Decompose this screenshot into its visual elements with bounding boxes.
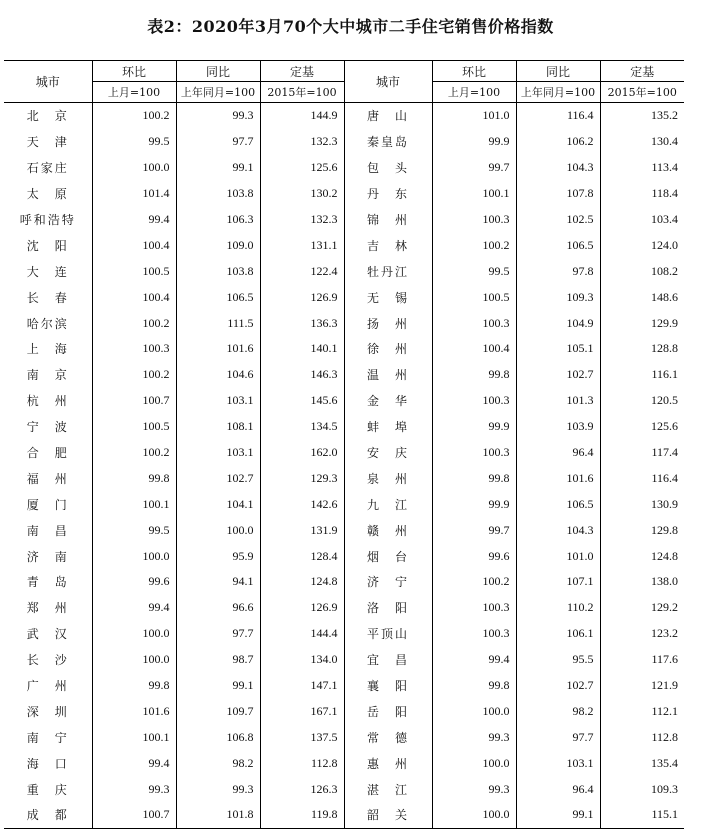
mom-cell-right: 100.3 (432, 207, 516, 233)
city-cell-right: 湛 江 (344, 776, 432, 802)
yoy-cell-right: 106.5 (516, 232, 600, 258)
mom-cell-left: 100.0 (92, 621, 176, 647)
yoy-cell-left: 103.1 (176, 388, 260, 414)
base-cell-left: 131.1 (260, 232, 344, 258)
base-cell-right: 116.4 (600, 465, 684, 491)
table-row (4, 207, 684, 233)
city-cell-right: 韶 关 (344, 802, 432, 828)
base-cell-right: 135.2 (600, 103, 684, 129)
yoy-cell-left: 97.7 (176, 129, 260, 155)
mom-cell-left: 99.5 (92, 129, 176, 155)
base-cell-left: 167.1 (260, 698, 344, 724)
base-cell-right: 129.2 (600, 595, 684, 621)
mom-cell-left: 100.1 (92, 491, 176, 517)
mom-cell-left: 100.0 (92, 543, 176, 569)
yoy-cell-left: 94.1 (176, 569, 260, 595)
table-body (4, 103, 684, 829)
city-cell-right: 赣 州 (344, 517, 432, 543)
base-cell-left: 146.3 (260, 362, 344, 388)
city-cell-left: 大 连 (26, 264, 69, 279)
city-cell-left: 长 春 (26, 290, 69, 305)
table-row (4, 595, 684, 621)
city-cell-right: 九 江 (344, 491, 432, 517)
city-cell-right: 牡丹江 (344, 258, 432, 284)
city-cell-left: 重 庆 (26, 782, 69, 797)
base-cell-left: 162.0 (260, 440, 344, 466)
table-header (4, 61, 684, 103)
yoy-cell-right: 96.4 (516, 776, 600, 802)
mom-cell-right: 100.2 (432, 569, 516, 595)
table-row (4, 465, 684, 491)
base-cell-left: 145.6 (260, 388, 344, 414)
mom-cell-right: 100.0 (432, 802, 516, 828)
base-cell-right: 130.4 (600, 129, 684, 155)
base-cell-right: 135.4 (600, 750, 684, 776)
yoy-cell-right: 103.9 (516, 414, 600, 440)
yoy-cell-right: 95.5 (516, 647, 600, 673)
base-cell-left: 134.5 (260, 414, 344, 440)
base-cell-right: 125.6 (600, 414, 684, 440)
base-cell-right: 112.8 (600, 724, 684, 750)
base-cell-right: 124.0 (600, 232, 684, 258)
yoy-subheader-right: 上年同月=100 (516, 82, 600, 103)
yoy-cell-left: 103.8 (176, 258, 260, 284)
city-cell-left: 厦 门 (26, 497, 69, 512)
mom-cell-right: 99.9 (432, 491, 516, 517)
base-cell-left: 131.9 (260, 517, 344, 543)
yoy-cell-left: 100.0 (176, 517, 260, 543)
base-cell-right: 115.1 (600, 802, 684, 828)
table-row (4, 750, 684, 776)
city-cell-left: 南 宁 (26, 730, 69, 745)
city-cell-right: 无 锡 (344, 284, 432, 310)
mom-cell-right: 100.1 (432, 181, 516, 207)
yoy-cell-right: 101.3 (516, 388, 600, 414)
base-cell-left: 112.8 (260, 750, 344, 776)
table-row (4, 284, 684, 310)
mom-cell-left: 101.6 (92, 698, 176, 724)
mom-cell-left: 100.2 (92, 310, 176, 336)
city-cell-right: 烟 台 (344, 543, 432, 569)
table-row (4, 802, 684, 828)
mom-subheader-right: 上月=100 (432, 82, 516, 103)
table-row (4, 491, 684, 517)
base-cell-right: 109.3 (600, 776, 684, 802)
base-cell-left: 132.3 (260, 207, 344, 233)
table-row (4, 543, 684, 569)
mom-cell-left: 100.5 (92, 414, 176, 440)
table-row (4, 698, 684, 724)
city-cell-left: 武 汉 (26, 627, 69, 642)
base-cell-right: 129.9 (600, 310, 684, 336)
mom-cell-right: 99.7 (432, 517, 516, 543)
city-cell-left: 广 州 (26, 679, 69, 694)
mom-cell-right: 100.3 (432, 310, 516, 336)
city-cell-right: 常 德 (344, 724, 432, 750)
mom-cell-left: 100.7 (92, 388, 176, 414)
mom-cell-right: 100.0 (432, 750, 516, 776)
yoy-cell-left: 106.8 (176, 724, 260, 750)
base-cell-right: 121.9 (600, 673, 684, 699)
yoy-cell-right: 96.4 (516, 440, 600, 466)
mom-cell-left: 100.2 (92, 103, 176, 129)
city-cell-left: 南 京 (26, 368, 69, 383)
city-cell-right: 襄 阳 (344, 673, 432, 699)
mom-cell-left: 100.2 (92, 440, 176, 466)
mom-cell-left: 99.6 (92, 569, 176, 595)
table-row (4, 388, 684, 414)
mom-cell-right: 99.4 (432, 647, 516, 673)
table-row (4, 414, 684, 440)
base-cell-right: 117.6 (600, 647, 684, 673)
yoy-cell-right: 102.5 (516, 207, 600, 233)
mom-column-header-left: 环比 (92, 61, 176, 82)
table-title: 表2：2020年3月70个大中城市二手住宅销售价格指数 (147, 17, 554, 36)
table-row (4, 103, 684, 129)
base-cell-left: 132.3 (260, 129, 344, 155)
city-cell-left: 北 京 (26, 109, 69, 124)
mom-subheader-left: 上月=100 (92, 82, 176, 103)
yoy-cell-right: 106.1 (516, 621, 600, 647)
mom-cell-left: 99.8 (92, 673, 176, 699)
base-cell-left: 124.8 (260, 569, 344, 595)
city-cell-right: 惠 州 (344, 750, 432, 776)
yoy-cell-right: 105.1 (516, 336, 600, 362)
base-cell-left: 144.9 (260, 103, 344, 129)
mom-cell-right: 100.5 (432, 284, 516, 310)
table-row (4, 258, 684, 284)
base-subheader-left: 2015年=100 (260, 82, 344, 103)
city-column-header-left: 城市 (4, 61, 92, 103)
mom-column-header-right: 环比 (432, 61, 516, 82)
base-cell-right: 112.1 (600, 698, 684, 724)
base-cell-right: 120.5 (600, 388, 684, 414)
base-cell-right: 124.8 (600, 543, 684, 569)
base-subheader-right: 2015年=100 (600, 82, 684, 103)
table-row (4, 181, 684, 207)
table-row (4, 647, 684, 673)
mom-cell-right: 100.3 (432, 388, 516, 414)
city-cell-right: 包 头 (344, 155, 432, 181)
base-cell-right: 123.2 (600, 621, 684, 647)
city-cell-right: 吉 林 (344, 232, 432, 258)
mom-cell-right: 99.7 (432, 155, 516, 181)
yoy-cell-right: 98.2 (516, 698, 600, 724)
table-row (4, 336, 684, 362)
city-cell-right: 丹 东 (344, 181, 432, 207)
mom-cell-left: 101.4 (92, 181, 176, 207)
base-cell-left: 126.3 (260, 776, 344, 802)
base-cell-left: 147.1 (260, 673, 344, 699)
base-cell-right: 116.1 (600, 362, 684, 388)
yoy-cell-right: 106.5 (516, 491, 600, 517)
yoy-cell-left: 101.8 (176, 802, 260, 828)
mom-cell-left: 100.4 (92, 232, 176, 258)
mom-cell-left: 99.8 (92, 465, 176, 491)
mom-cell-right: 100.4 (432, 336, 516, 362)
mom-cell-left: 99.4 (92, 595, 176, 621)
city-cell-left: 青 岛 (26, 575, 69, 590)
yoy-cell-right: 109.3 (516, 284, 600, 310)
mom-cell-right: 100.3 (432, 440, 516, 466)
mom-cell-left: 100.4 (92, 284, 176, 310)
yoy-cell-left: 99.3 (176, 776, 260, 802)
yoy-cell-right: 101.0 (516, 543, 600, 569)
mom-cell-right: 99.8 (432, 362, 516, 388)
city-cell-right: 平顶山 (344, 621, 432, 647)
yoy-cell-right: 104.3 (516, 517, 600, 543)
base-cell-left: 128.4 (260, 543, 344, 569)
price-index-table (4, 60, 684, 829)
city-cell-right: 扬 州 (344, 310, 432, 336)
yoy-cell-right: 97.8 (516, 258, 600, 284)
yoy-cell-left: 102.7 (176, 465, 260, 491)
base-cell-left: 142.6 (260, 491, 344, 517)
city-cell-right: 岳 阳 (344, 698, 432, 724)
city-cell-left: 合 肥 (26, 446, 69, 461)
yoy-cell-left: 98.2 (176, 750, 260, 776)
mom-cell-left: 99.3 (92, 776, 176, 802)
city-column-header-right: 城市 (344, 61, 432, 103)
city-cell-right: 温 州 (344, 362, 432, 388)
base-cell-right: 117.4 (600, 440, 684, 466)
yoy-cell-right: 107.1 (516, 569, 600, 595)
city-cell-left: 上 海 (26, 342, 69, 357)
yoy-column-header-left: 同比 (176, 61, 260, 82)
yoy-cell-right: 102.7 (516, 362, 600, 388)
yoy-cell-right: 107.8 (516, 181, 600, 207)
yoy-cell-right: 106.2 (516, 129, 600, 155)
city-cell-right: 锦 州 (344, 207, 432, 233)
table-row (4, 517, 684, 543)
yoy-cell-right: 102.7 (516, 673, 600, 699)
city-cell-right: 唐 山 (344, 103, 432, 129)
city-cell-left: 福 州 (26, 471, 69, 486)
mom-cell-left: 99.5 (92, 517, 176, 543)
yoy-column-header-right: 同比 (516, 61, 600, 82)
yoy-subheader-left: 上年同月=100 (176, 82, 260, 103)
mom-cell-left: 100.3 (92, 336, 176, 362)
base-cell-left: 144.4 (260, 621, 344, 647)
city-cell-right: 秦皇岛 (344, 129, 432, 155)
base-cell-right: 108.2 (600, 258, 684, 284)
yoy-cell-right: 104.3 (516, 155, 600, 181)
mom-cell-right: 99.8 (432, 465, 516, 491)
city-cell-right: 金 华 (344, 388, 432, 414)
yoy-cell-left: 97.7 (176, 621, 260, 647)
table-row (4, 362, 684, 388)
mom-cell-left: 100.1 (92, 724, 176, 750)
mom-cell-left: 100.2 (92, 362, 176, 388)
yoy-cell-right: 99.1 (516, 802, 600, 828)
base-cell-right: 138.0 (600, 569, 684, 595)
base-cell-left: 119.8 (260, 802, 344, 828)
yoy-cell-left: 101.6 (176, 336, 260, 362)
table-row (4, 724, 684, 750)
yoy-cell-left: 108.1 (176, 414, 260, 440)
city-cell-left: 南 昌 (26, 523, 69, 538)
mom-cell-left: 100.5 (92, 258, 176, 284)
city-cell-left: 海 口 (26, 756, 69, 771)
city-cell-left: 呼和浩特 (19, 213, 76, 227)
city-cell-right: 安 庆 (344, 440, 432, 466)
city-cell-right: 徐 州 (344, 336, 432, 362)
yoy-cell-left: 111.5 (176, 310, 260, 336)
yoy-cell-left: 98.7 (176, 647, 260, 673)
base-cell-right: 148.6 (600, 284, 684, 310)
base-cell-left: 140.1 (260, 336, 344, 362)
yoy-cell-right: 103.1 (516, 750, 600, 776)
city-cell-left: 深 圳 (26, 704, 69, 719)
yoy-cell-left: 99.3 (176, 103, 260, 129)
city-cell-right: 蚌 埠 (344, 414, 432, 440)
yoy-cell-right: 104.9 (516, 310, 600, 336)
city-cell-left: 济 南 (26, 549, 69, 564)
base-cell-left: 134.0 (260, 647, 344, 673)
table-row (4, 129, 684, 155)
yoy-cell-left: 99.1 (176, 673, 260, 699)
base-cell-left: 130.2 (260, 181, 344, 207)
yoy-cell-left: 95.9 (176, 543, 260, 569)
yoy-cell-left: 106.3 (176, 207, 260, 233)
base-cell-right: 128.8 (600, 336, 684, 362)
city-cell-right: 洛 阳 (344, 595, 432, 621)
base-cell-right: 118.4 (600, 181, 684, 207)
city-cell-left: 杭 州 (26, 394, 69, 409)
mom-cell-right: 100.3 (432, 621, 516, 647)
base-cell-right: 113.4 (600, 155, 684, 181)
base-cell-left: 125.6 (260, 155, 344, 181)
table-row (4, 232, 684, 258)
mom-cell-right: 99.6 (432, 543, 516, 569)
yoy-cell-right: 101.6 (516, 465, 600, 491)
mom-cell-right: 100.2 (432, 232, 516, 258)
mom-cell-right: 99.5 (432, 258, 516, 284)
yoy-cell-left: 109.7 (176, 698, 260, 724)
base-cell-right: 129.8 (600, 517, 684, 543)
mom-cell-left: 100.0 (92, 647, 176, 673)
yoy-cell-left: 106.5 (176, 284, 260, 310)
yoy-cell-left: 103.8 (176, 181, 260, 207)
base-cell-left: 122.4 (260, 258, 344, 284)
mom-cell-left: 99.4 (92, 750, 176, 776)
table-row (4, 310, 684, 336)
mom-cell-right: 99.9 (432, 129, 516, 155)
city-cell-left: 天 津 (26, 135, 69, 150)
mom-cell-left: 100.0 (92, 155, 176, 181)
city-cell-left: 成 都 (4, 802, 92, 828)
table-row (4, 621, 684, 647)
city-cell-right: 济 宁 (344, 569, 432, 595)
city-cell-left: 太 原 (26, 187, 69, 202)
mom-cell-right: 100.3 (432, 595, 516, 621)
mom-cell-right: 100.0 (432, 698, 516, 724)
base-cell-right: 103.4 (600, 207, 684, 233)
mom-cell-left: 99.4 (92, 207, 176, 233)
mom-cell-right: 101.0 (432, 103, 516, 129)
city-cell-left: 哈尔滨 (26, 316, 69, 331)
base-cell-left: 126.9 (260, 284, 344, 310)
yoy-cell-left: 109.0 (176, 232, 260, 258)
yoy-cell-left: 104.6 (176, 362, 260, 388)
mom-cell-right: 99.9 (432, 414, 516, 440)
base-cell-left: 129.3 (260, 465, 344, 491)
base-cell-left: 137.5 (260, 724, 344, 750)
city-cell-left: 郑 州 (26, 601, 69, 616)
city-cell-left: 沈 阳 (26, 238, 69, 253)
mom-cell-right: 99.3 (432, 724, 516, 750)
yoy-cell-right: 97.7 (516, 724, 600, 750)
table-row (4, 673, 684, 699)
table-row (4, 569, 684, 595)
city-cell-right: 泉 州 (344, 465, 432, 491)
yoy-cell-left: 104.1 (176, 491, 260, 517)
city-cell-right: 宜 昌 (344, 647, 432, 673)
table-row (4, 440, 684, 466)
base-cell-left: 136.3 (260, 310, 344, 336)
city-cell-left: 石家庄 (26, 161, 69, 176)
base-cell-left: 126.9 (260, 595, 344, 621)
city-cell-left: 宁 波 (26, 420, 69, 435)
mom-cell-left: 100.7 (92, 802, 176, 828)
table-row (4, 155, 684, 181)
base-cell-right: 130.9 (600, 491, 684, 517)
yoy-cell-right: 116.4 (516, 103, 600, 129)
mom-cell-right: 99.8 (432, 673, 516, 699)
table-row (4, 776, 684, 802)
base-column-header-right: 定基 (600, 61, 684, 82)
city-cell-left: 长 沙 (26, 653, 69, 668)
mom-cell-right: 99.3 (432, 776, 516, 802)
yoy-cell-right: 110.2 (516, 595, 600, 621)
yoy-cell-left: 96.6 (176, 595, 260, 621)
yoy-cell-left: 99.1 (176, 155, 260, 181)
base-column-header-left: 定基 (260, 61, 344, 82)
yoy-cell-left: 103.1 (176, 440, 260, 466)
